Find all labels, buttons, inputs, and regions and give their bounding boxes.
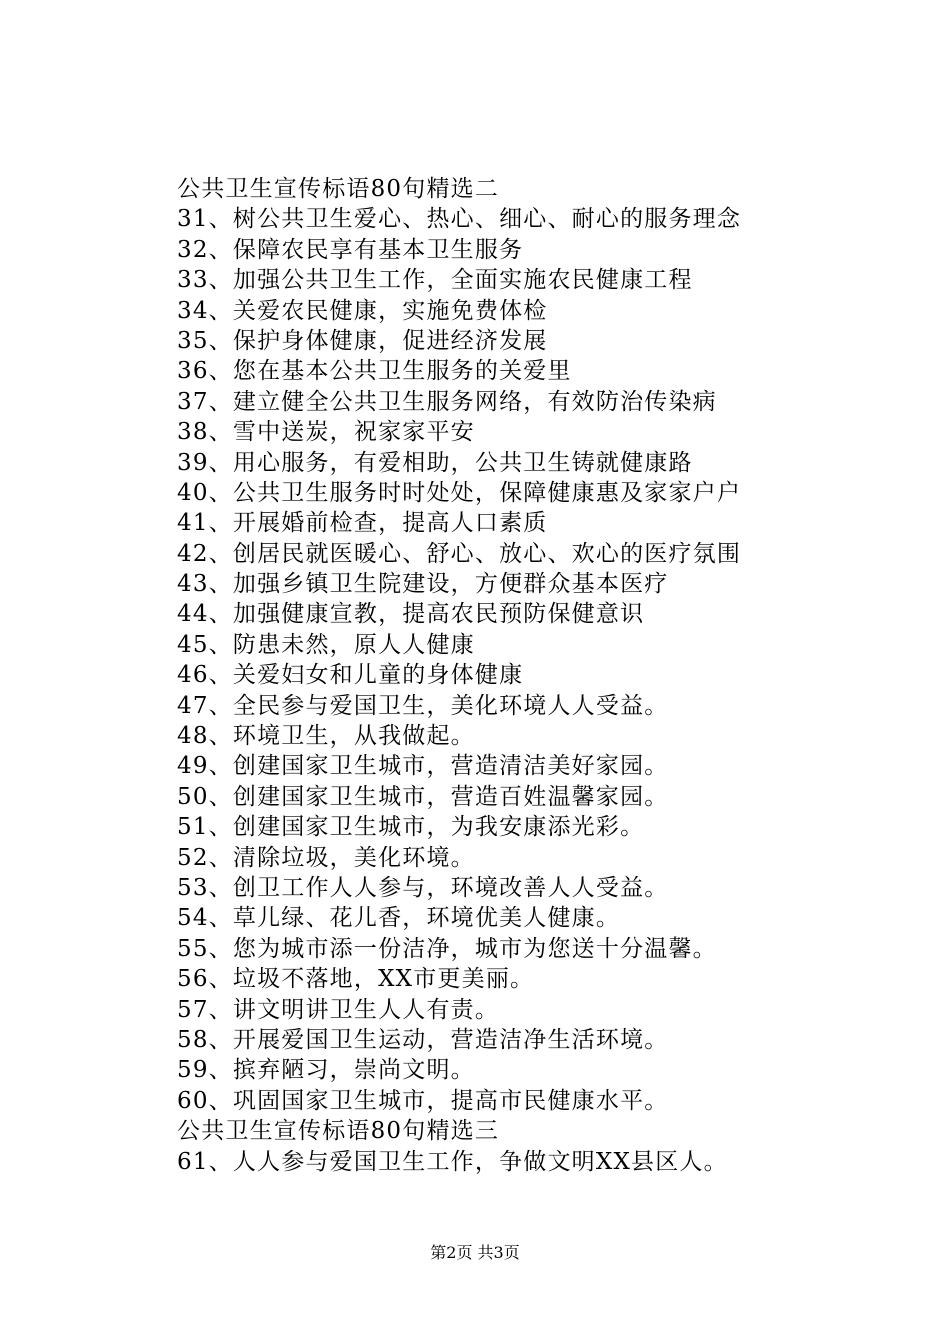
slogan-line: 55、您为城市添一份洁净，城市为您送十分温馨。 <box>177 935 717 962</box>
document-body <box>177 174 917 1177</box>
slogan-line: 38、雪中送炭，祝家家平安 <box>177 419 475 446</box>
slogan-line: 53、创卫工作人人参与，环境改善人人受益。 <box>177 874 669 901</box>
slogan-line: 51、创建国家卫生城市，为我安康添光彩。 <box>177 814 645 841</box>
slogan-line: 37、建立健全公共卫生服务网络，有效防治传染病 <box>177 388 717 415</box>
section-heading: 公共卫生宣传标语80句精选二 <box>177 176 500 202</box>
page-footer: 第2页 共3页 <box>430 1243 520 1262</box>
slogan-line: 34、关爱农民健康，实施免费体检 <box>177 297 548 324</box>
slogan-line: 39、用心服务，有爱相助，公共卫生铸就健康路 <box>177 449 693 476</box>
slogan-line: 42、创居民就医暖心、舒心、放心、欢心的医疗氛围 <box>177 540 742 567</box>
slogan-line: 50、创建国家卫生城市，营造百姓温馨家园。 <box>177 783 669 810</box>
slogan-line: 45、防患未然，原人人健康 <box>177 631 475 658</box>
slogan-line: 60、巩固国家卫生城市，提高市民健康水平。 <box>177 1087 669 1114</box>
slogan-line: 61、人人参与爱国卫生工作，争做文明XX县区人。 <box>177 1148 728 1175</box>
slogan-line: 36、您在基本公共卫生服务的关爱里 <box>177 358 572 385</box>
slogan-line: 59、摈弃陋习，崇尚文明。 <box>177 1057 475 1084</box>
slogan-line: 48、环境卫生，从我做起。 <box>177 723 475 750</box>
slogan-line: 58、开展爱国卫生运动，营造洁净生活环境。 <box>177 1026 669 1053</box>
slogan-line: 35、保护身体健康，促进经济发展 <box>177 327 548 354</box>
section-heading: 公共卫生宣传标语80句精选三 <box>177 1118 500 1145</box>
slogan-line: 44、加强健康宣教，提高农民预防保健意识 <box>177 601 645 628</box>
slogan-line: 49、创建国家卫生城市，营造清洁美好家园。 <box>177 753 669 780</box>
slogan-line: 47、全民参与爱国卫生，美化环境人人受益。 <box>177 692 669 719</box>
slogan-line: 40、公共卫生服务时时处处，保障健康惠及家家户户 <box>177 479 742 506</box>
slogan-line: 43、加强乡镇卫生院建设，方便群众基本医疗 <box>177 571 669 598</box>
slogan-line: 56、垃圾不落地，XX市更美丽。 <box>177 966 535 993</box>
slogan-line: 33、加强公共卫生工作，全面实施农民健康工程 <box>177 267 693 294</box>
slogan-line: 57、讲文明讲卫生人人有责。 <box>177 996 500 1023</box>
slogan-line: 46、关爱妇女和儿童的身体健康 <box>177 662 524 689</box>
slogan-line: 41、开展婚前检查，提高人口素质 <box>177 510 548 537</box>
slogan-line: 32、保障农民享有基本卫生服务 <box>177 236 524 263</box>
slogan-line: 52、清除垃圾，美化环境。 <box>177 844 475 871</box>
slogan-line: 54、草儿绿、花儿香，环境优美人健康。 <box>177 905 621 932</box>
slogan-line: 31、树公共卫生爱心、热心、细心、耐心的服务理念 <box>177 206 742 233</box>
